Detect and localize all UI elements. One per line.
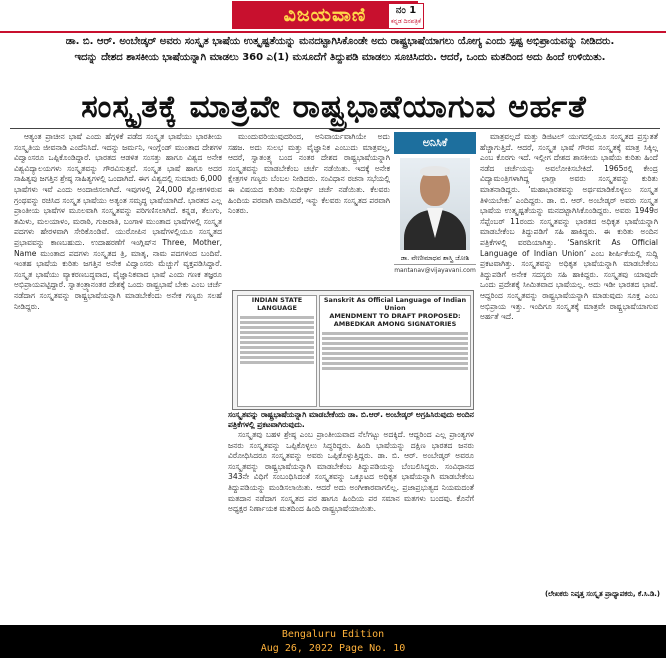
article-column-2 bbox=[228, 132, 390, 284]
photo-caption: ಸಂಸ್ಕೃತವನ್ನು ರಾಷ್ಟ್ರಭಾಷೆಯನ್ನಾಗಿ ಮಾಡಬೇಕೆಂದು ಡಾ. ಬಿ.ಆರ್. ಅಂಬೇಡ್ಕರ್ ಅಗ್ರಹಿಸಿರುವುದು ಅಂದಿನ ಪತ್ರಿಕೆಗಳಲ್ಲಿ ಪ್ರಕಟವಾಗಿರುವುದು. bbox=[228, 410, 474, 429]
author-credit: (ಲೇಖಕರು ನಿವೃತ್ತ ಸಂಸ್ಕೃತ ಪ್ರಾಧ್ಯಾಪಕರು, ಕೆ.ಸಿ.ಡಿ.) bbox=[544, 590, 660, 598]
badge-tagline: ಕನ್ನಡ ದಿನಪತ್ರಿಕೆ bbox=[390, 18, 421, 25]
edition-name: Bengaluru Edition bbox=[281, 629, 385, 640]
clipping-paper-2 bbox=[319, 295, 471, 407]
column-2-text: ಮುಂದುವರಿಯುವುದರಿಂದ, ಅನಿವಾರ್ಯವಾಗಿಯೇ ಅದು ಸಹಜ. ಅದು ಸುಲಭ ಮತ್ತು ವೈಜ್ಞಾನಿಕ ಎಂಬುದು ಮಾತ್ರವಲ್ಲ, ಆದರೆ, ಸ್ವಾತಂತ್ರ್ಯ ಬಂದ ನಂತರ ದೇಶದ ರಾಷ್ಟ್ರಭಾಷೆಯನ್ನಾಗಿ ಸಂಸ್ಕೃತವನ್ನು ಮಾಡಬೇಕೆಂಬ ಚರ್ಚೆ ನಡೆಯಿತು. ಇದಕ್ಕೆ ಅನೇಕ ಕ್ಷೇತ್ರಗಳ ಗಣ್ಯರು ಬೆಂಬಲ ನೀಡಿದರು. ಸಂವಿಧಾನ ರಚನಾ ಸಭೆಯಲ್ಲಿ ಈ ವಿಷಯದ ಕುರಿತು ಸುದೀರ್ಘ ಚರ್ಚೆ ನಡೆಯಿತು. ಕೆಲವರು ಹಿಂದಿಯ ಪರವಾಗಿ ವಾದಿಸಿದರೆ, ಇನ್ನು ಕೆಲವರು ಸಂಸ್ಕೃತದ ಪರವಾಗಿ ನಿಂತರು. bbox=[228, 132, 390, 216]
opinion-label: ಅನಿಸಿಕೆ bbox=[394, 132, 476, 154]
author-name: ಡಾ. ವೇಣೀಮಾಧವ ಶಾಸ್ತ್ರಿ ಜೋಶಿ bbox=[394, 252, 476, 265]
masthead bbox=[0, 0, 666, 30]
article-column-1 bbox=[14, 132, 222, 622]
opinion-box bbox=[394, 132, 476, 282]
newspaper-logo: ವಿಜಯವಾಣಿ bbox=[232, 1, 418, 29]
article-column-2-lower bbox=[228, 430, 474, 630]
clipping-paper-1 bbox=[237, 295, 317, 407]
column-3-text: ಮಾತ್ರವಲ್ಲದೆ ಮತ್ತು ಡಿಜಿಟಲ್ ಯುಗದಲ್ಲಿಯೂ ಸಂಸ್ಕೃತದ ಪ್ರಸ್ತುತತೆ ಹೆಚ್ಚಾಗುತ್ತಿದೆ. ಆದರೆ, ಸಂಸ್ಕೃತ ಭಾಷೆ ಗೌರವ ಸಂಸ್ಕೃತಕ್ಕೆ ಮಾತ್ರ ಸಿಕ್ಕಿಲ್ಲ ಎಂಬ ಕೊರಗು ಇದೆ. ಇಲ್ಲೀಗ ದೇಶದ ಶಾಸಕೀಯ ಭಾಷೆಯ ಕುರಿತು ಹಿಂದೆ ನಡೆದ ಚರ್ಚೆಯನ್ನು ಅವಲೋಕಿಸಬೇಕಿದೆ. 1965ರಲ್ಲಿ ಕೇಂದ್ರ ವಿದ್ಯಾಮಂತ್ರಿಗಳಾಗಿದ್ದ ಛಾಗ್ಲಾ ಅವರು ಸಂಸ್ಕೃತವನ್ನು ಕುರಿತು ಮಾತನಾಡಿದ್ದರು. ‘ಮಹಾಭಾರತವನ್ನು ಅರ್ಥಮಾಡಿಕೊಳ್ಳಲು ಸಂಸ್ಕೃತ ತಿಳಿಯಬೇಕು’ ಎಂದಿದ್ದರು. ಡಾ. ಬಿ. ಆರ್. ಅಂಬೇಡ್ಕರ್ ಅವರು ಸಂಸ್ಕೃತ ಭಾಷೆಯ ಉತ್ಕೃಷ್ಟತೆಯನ್ನು ಮನದಟ್ಟಾಗಿಸಿಕೊಂಡಿದ್ದರು. ಅವರು 1949ರ ಸೆಪ್ಟೆಂಬರ್ 11ರಂದು ಸಂಸ್ಕೃತವನ್ನು ಭಾರತದ ಅಧಿಕೃತ ಭಾಷೆಯನ್ನಾಗಿ ಮಾಡಬೇಕೆಂಬ ತಿದ್ದುಪಡಿಗೆ ಸಹಿ ಹಾಕಿದ್ದರು. ಈ ಕುರಿತು ಅಂದಿನ ಪತ್ರಿಕೆಗಳಲ್ಲಿ ವರದಿಯಾಗಿತ್ತು. ‘Sanskrit As Official Language of Indian Union’ ಎಂಬ ಶೀರ್ಷಿಕೆಯಲ್ಲಿ ಸುದ್ದಿ ಪ್ರಕಟವಾಗಿತ್ತು. ಸಂಸ್ಕೃತವನ್ನು ಅಧಿಕೃತ ಭಾಷೆಯನ್ನಾಗಿ ಮಾಡಬೇಕೆಂಬ ತಿದ್ದುಪಡಿಗೆ ಅನೇಕ ಸದಸ್ಯರು ಸಹಿ ಹಾಕಿದ್ದರು. ಸಂಸ್ಕೃತವು ಯಾವುದೇ ಒಂದು ಪ್ರದೇಶಕ್ಕೆ ಸೀಮಿತವಾದ ಭಾಷೆಯಲ್ಲ. ಅದು ಇಡೀ ಭಾರತದ ಭಾಷೆ. ಆದ್ದರಿಂದ ಸಂಸ್ಕೃತವನ್ನು ರಾಷ್ಟ್ರಭಾಷೆಯನ್ನಾಗಿ ಮಾಡುವುದು ಸೂಕ್ತ ಎಂಬ ಅಭಿಪ್ರಾಯ ಇತ್ತು. ಇಂದಿಗೂ ಸಂಸ್ಕೃತಕ್ಕೆ ಮಾತ್ರವೇ ರಾಷ್ಟ್ರಭಾಷೆಯಾಗುವ ಅರ್ಹತೆ ಇದೆ. bbox=[480, 132, 658, 322]
edition-date-page: Aug 26, 2022 Page No. 10 bbox=[260, 643, 406, 654]
masthead-divider bbox=[0, 31, 666, 33]
article-column-3 bbox=[480, 132, 658, 587]
edition-footer bbox=[0, 625, 666, 658]
number-one-badge bbox=[388, 3, 424, 29]
clipping-1-lines bbox=[238, 312, 316, 368]
newspaper-clipping-image bbox=[232, 290, 474, 410]
badge-number: ನಂ 1 bbox=[395, 5, 417, 16]
photo-hair bbox=[420, 166, 450, 176]
author-photo bbox=[400, 158, 470, 250]
clipping-2-title: Sanskrit As Official Language of Indian Union bbox=[323, 296, 467, 312]
column-2-lower-text: ಸಂಸ್ಕೃತವು ಬಹಳ ಶ್ರೇಷ್ಠ ಎಂಬ ಪ್ರಾಂತೀಯವಾದ ನೆಲೆಗಟ್ಟು ಅದಕ್ಕಿದೆ. ಆದ್ದರಿಂದ ಎಲ್ಲ ಪ್ರಾಂತ್ಯಗಳ ಜನರು ಸಂಸ್ಕೃತವನ್ನು ಒಪ್ಪಿಕೊಳ್ಳಲು ಸಿದ್ಧರಿದ್ದರು. ಹಿಂದಿ ಭಾಷೆಯನ್ನು ದಕ್ಷಿಣ ಭಾರತದ ಜನರು ವಿರೋಧಿಸಿದರೂ ಸಂಸ್ಕೃತವನ್ನು ಅವರು ಒಪ್ಪಿಕೊಳ್ಳುತ್ತಿದ್ದರು. ಡಾ. ಬಿ. ಆರ್. ಅಂಬೇಡ್ಕರ್ ಅವರೂ ಸಂಸ್ಕೃತವನ್ನು ರಾಷ್ಟ್ರಭಾಷೆಯನ್ನಾಗಿ ಮಾಡಬೇಕೆಂಬ ತಿದ್ದುಪಡಿಯನ್ನು ಬೆಂಬಲಿಸಿದ್ದರು. ಸಂವಿಧಾನದ 343ನೇ ವಿಧಿಗೆ ಸಂಬಂಧಿಸಿದಂತೆ ಸಂಸ್ಕೃತವನ್ನು ಒಕ್ಕೂಟದ ಅಧಿಕೃತ ಭಾಷೆಯನ್ನಾಗಿ ಮಾಡಬೇಕೆಂಬ ತಿದ್ದುಪಡಿಯನ್ನು ಮಂಡಿಸಲಾಯಿತು. ಆದರೆ ಅದು ಅಂಗೀಕಾರವಾಗಲಿಲ್ಲ. ಪ್ರಜಾಪ್ರಭುತ್ವದ ನಿಯಮದಂತೆ ಮತದಾನ ನಡೆದಾಗ ಸಂಸ್ಕೃತದ ಪರ ಹಾಗೂ ಹಿಂದಿಯ ಪರ ಸಮಾನ ಮತಗಳು ಬಂದವು. ಕೊನೆಗೆ ಅಧ್ಯಕ್ಷರ ನಿರ್ಣಾಯಕ ಮತದಿಂದ ಹಿಂದಿ ರಾಷ್ಟ್ರಭಾಷೆಯಾಯಿತು. bbox=[228, 430, 474, 514]
author-email: mantanav@vijayavani.com bbox=[394, 267, 476, 274]
headline-divider bbox=[10, 128, 660, 129]
deck-line-1: ಡಾ. ಬಿ. ಆರ್. ಅಂಬೇಡ್ಕರ್ ಅವರು ಸಂಸ್ಕೃತ ಭಾಷೆಯ ಉತ್ಕೃಷ್ಟತೆಯನ್ನು ಮನದಟ್ಟಾಗಿಸಿಕೊಂಡೇ ಅದು ರಾಷ್ಟ್ರಭಾಷೆಯಾಗಲು ಯೋಗ್ಯ ಎಂದು ಸ್ಪಷ್ಟ ಅಭಿಪ್ರಾಯವನ್ನು ನೀಡಿದರು. bbox=[65, 36, 615, 47]
article-headline: ಸಂಸ್ಕೃತಕ್ಕೆ ಮಾತ್ರವೇ ರಾಷ್ಟ್ರಭಾಷೆಯಾಗುವ ಅರ್ಹತೆ bbox=[81, 89, 587, 125]
clipping-2-subtitle: AMENDMENT TO DRAFT PROPOSED: AMBEDKAR AMONG SIGNATORIES bbox=[329, 312, 461, 328]
clipping-1-title: INDIAN STATE LANGUAGE bbox=[251, 296, 303, 312]
article-deck bbox=[20, 34, 660, 86]
deck-line-2: ಇದನ್ನು ದೇಶದ ಶಾಸಕೀಯ ಭಾಷೆಯನ್ನಾಗಿ ಮಾಡಲು 360 ಎ(1) ಮಸೂದೆಗೆ ತಿದ್ದುಪಡಿ ಮಾಡಲು ಸೂಚಿಸಿದರು. ಆದರೆ, ಒಂದು ಮತದಿಂದ ಅದು ಹಿಂದೆ ಉಳಿಯಿತು. bbox=[74, 52, 606, 63]
column-1-text: ಆತ್ಯಂತ ಪ್ರಾಚೀನ ಭಾಷೆ ಎಂದು ಹೆಗ್ಗಳಿಕೆ ಪಡೆದ ಸಂಸ್ಕೃತ ಭಾಷೆಯು ಭಾರತೀಯ ಸಂಸ್ಕೃತಿಯ ಜೀವನಾಡಿ ಎಂದೆನಿಸಿದೆ. ಇದನ್ನು ಜರ್ಮನಿ, ಇಂಗ್ಲೆಂಡ್ ಮುಂತಾದ ದೇಶಗಳ ವಿದ್ವಾಂಸರೂ ಒಪ್ಪಿಕೊಂಡಿದ್ದಾರೆ. ಭಾರತದ ಆಡಳಿತ ಸಂಸತ್ತು ಹಾಗೂ ವಿಶ್ವದ ಅನೇಕ ವಿಶ್ವವಿದ್ಯಾಲಯಗಳು ಸಂಸ್ಕೃತವನ್ನು ಗೌರವಿಸುತ್ತವೆ. ಸಂಸ್ಕೃತ ಭಾಷೆ ಹಾಗೂ ಅದರ ಸಾಹಿತ್ಯವು ಜಗತ್ತಿನ ಶ್ರೇಷ್ಠ ಸಾಹಿತ್ಯಗಳಲ್ಲಿ ಒಂದಾಗಿದೆ. ಈಗ ವಿಶ್ವದಲ್ಲಿ ಸುಮಾರು 6,000 ಭಾಷೆಗಳು ಇವೆ ಎಂದು ಅಂದಾಜಿಸಲಾಗಿದೆ. ಇವುಗಳಲ್ಲಿ 24,000 ಶ್ಲೋಕಗಳಿರುವ ಗ್ರಂಥವನ್ನು ರಚಿಸಿದ ಸಂಸ್ಕೃತ ಭಾಷೆಯು ಅತ್ಯಂತ ಸಮೃದ್ಧ ಭಾಷೆಯಾಗಿದೆ. ಭಾರತದ ಎಲ್ಲ ಪ್ರಾಂತೀಯ ಭಾಷೆಗಳ ಮೂಲವಾಗಿ ಸಂಸ್ಕೃತವನ್ನು ಪರಿಗಣಿಸಲಾಗಿದೆ. ಕನ್ನಡ, ತೆಲುಗು, ತಮಿಳು, ಮಲಯಾಳಂ, ಮರಾಠಿ, ಗುಜರಾತಿ, ಬಂಗಾಳಿ ಮುಂತಾದ ಭಾಷೆಗಳಲ್ಲಿ ಸಂಸ್ಕೃತ ಪದಗಳು ಹೇರಳವಾಗಿ ಸೇರಿಕೊಂಡಿವೆ. ಯುರೋಪಿನ ಭಾಷೆಗಳಲ್ಲಿಯೂ ಸಂಸ್ಕೃತದ ಪ್ರಭಾವವನ್ನು ಕಾಣಬಹುದು. ಉದಾಹರಣೆಗೆ ಇಂಗ್ಲಿಷ್‌ನ Three, Mother, Name ಮುಂತಾದ ಪದಗಳು ಸಂಸ್ಕೃತದ ತ್ರಿ, ಮಾತೃ, ನಾಮ ಪದಗಳಿಂದ ಬಂದಿವೆ. ಇಂತಹ ಭಾಷೆಯ ಕುರಿತು ಜಗತ್ತಿನ ಅನೇಕ ವಿದ್ವಾಂಸರು ಮೆಚ್ಚುಗೆ ವ್ಯಕ್ತಪಡಿಸಿದ್ದಾರೆ. ಸಂಸ್ಕೃತ ಭಾಷೆಯು ವ್ಯಾಕರಣಬದ್ಧವಾದ, ವೈಜ್ಞಾನಿಕವಾದ ಭಾಷೆ ಎಂದು ಗಣಕ ತಜ್ಞರೂ ಅಭಿಪ್ರಾಯಪಟ್ಟಿದ್ದಾರೆ. ಸ್ವಾತಂತ್ರ್ಯಾನಂತರ ದೇಶಕ್ಕೆ ಒಂದು ರಾಷ್ಟ್ರಭಾಷೆ ಬೇಕು ಎಂಬ ಚರ್ಚೆ ನಡೆದಾಗ ಸಂಸ್ಕೃತವನ್ನು ರಾಷ್ಟ್ರಭಾಷೆಯನ್ನಾಗಿ ಮಾಡಬೇಕೆಂದು ಅನೇಕ ಗಣ್ಯರು ಸಲಹೆ ನೀಡಿದ್ದರು. bbox=[14, 132, 222, 311]
clipping-2-lines bbox=[320, 328, 470, 374]
